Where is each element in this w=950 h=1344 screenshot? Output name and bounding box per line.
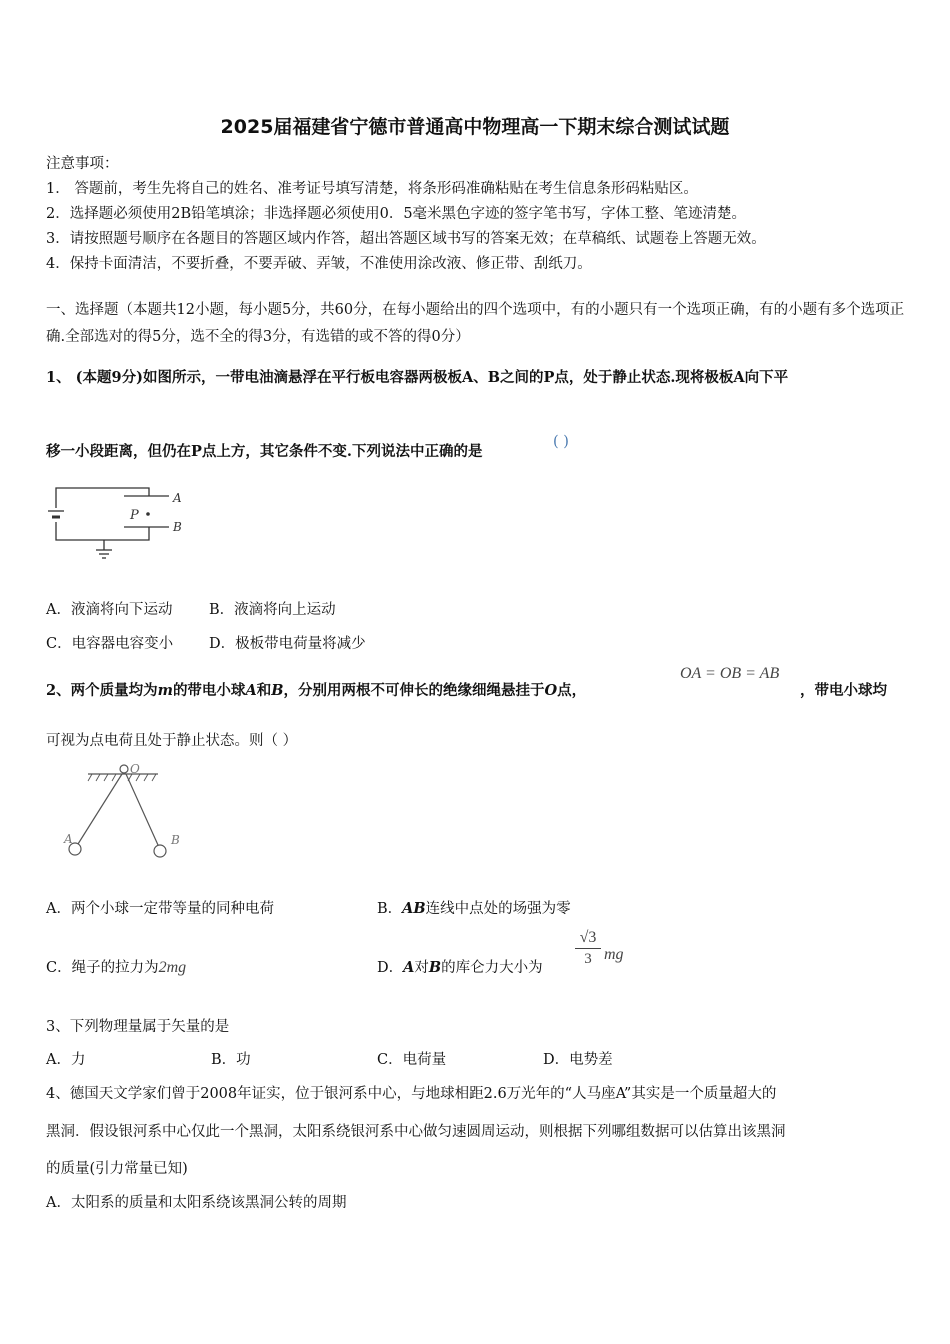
q2-option-d-fraction <box>575 928 601 969</box>
q3-option-d: D．电势差 <box>543 1052 613 1068</box>
q2-option-d: D．A对B的库仑力大小为 <box>377 959 543 976</box>
q2-option-d-mg: mg <box>604 946 624 963</box>
notice-heading: 注意事项： <box>46 156 119 172</box>
notice-item: 3．请按照题号顺序在各题目的答题区域内作答，超出答题区域书写的答案无效；在草稿纸、试题卷上答题无效。 <box>46 231 766 247</box>
page-title: 2025届福建省宁德市普通高中物理高一下期末综合测试试题 <box>220 116 730 138</box>
q1-option-a: A．液滴将向下运动 <box>46 602 173 618</box>
notice-item: 1． 答题前，考生先将自己的姓名、准考证号填写清楚，将条形码准确粘贴在考生信息条形码粘贴区。 <box>46 181 698 197</box>
q1-option-d: D．极板带电荷量将减少 <box>209 636 366 652</box>
pivot-o <box>120 765 128 773</box>
q1-stem-line1: 1、 (本题9分)如图所示，一带电油滴悬浮在平行板电容器两极板A、B之间的P点，处于静止状态.现将极板A向下平 <box>46 369 789 386</box>
pendulum-diagram <box>56 760 196 865</box>
label-b: B <box>173 520 182 534</box>
fraction-numerator: √3 <box>575 928 601 949</box>
ball-b <box>154 845 166 857</box>
q4-stem-line2: 黑洞．假设银河系中心仅此一个黑洞，太阳系绕银河系中心做匀速圆周运动，则根据下列哪组数据可以估算出该黑洞 <box>46 1124 786 1140</box>
notice-item: 2．选择题必须使用2B铅笔填涂；非选择题必须使用0．5毫米黑色字迹的签字笔书写，字体工整、笔迹清楚。 <box>46 206 747 222</box>
label-b: B <box>171 833 180 847</box>
circuit-wire-bottom <box>56 522 149 540</box>
string-oa <box>78 774 122 844</box>
q2-formula: OA = OB = AB <box>680 665 780 682</box>
label-p: P <box>130 508 139 523</box>
q3-option-b: B．功 <box>211 1052 251 1068</box>
q3-option-c: C．电荷量 <box>377 1052 447 1068</box>
q2-option-b: B．AB连线中点处的场强为零 <box>377 900 571 917</box>
q2-stem-line1: 2、两个质量均为m的带电小球A和B，分别用两根不可伸长的绝缘细绳悬挂于O点， <box>46 682 587 699</box>
label-o: O <box>130 762 140 776</box>
q1-answer-paren: ( ) <box>553 434 569 450</box>
q3-option-a: A．力 <box>46 1052 86 1068</box>
q1-option-c: C．电容器电容变小 <box>46 636 174 652</box>
capacitor-diagram <box>44 482 194 572</box>
q1-option-b: B．液滴将向上运动 <box>209 602 336 618</box>
notice-item: 4．保持卡面清洁，不要折叠，不要弄破、弄皱，不准使用涂改液、修正带、刮纸刀。 <box>46 256 592 272</box>
fraction-denominator: 3 <box>584 951 592 967</box>
q4-option-a: A．太阳系的质量和太阳系绕该黑洞公转的周期 <box>46 1195 347 1211</box>
q2-stem-line2: 可视为点电荷且处于静止状态。则（ ） <box>46 733 298 749</box>
label-a: A <box>173 491 182 505</box>
string-ob <box>126 774 158 845</box>
q4-stem-line3: 的质量(引力常量已知) <box>46 1161 188 1177</box>
q2-option-c: C．绳子的拉力为2mg <box>46 959 187 976</box>
q4-stem-line1: 4、德国天文学家们曾于2008年证实，位于银河系中心，与地球相距2.6万光年的“人马座A”其实是一个质量超大的 <box>46 1086 777 1102</box>
q2-option-a: A．两个小球一定带等量的同种电荷 <box>46 901 274 917</box>
circuit-wire-top <box>56 488 149 508</box>
oil-drop-point <box>146 512 150 516</box>
q1-stem-line2: 移一小段距离，但仍在P点上方，其它条件不变.下列说法中正确的是 <box>46 443 483 460</box>
q2-stem-tail: ，带电小球均 <box>800 682 887 699</box>
label-a: A <box>64 832 73 846</box>
q3-stem: 3、下列物理量属于矢量的是 <box>46 1019 230 1035</box>
section-heading: 一、选择题（本题共12小题，每小题5分，共60分，在每小题给出的四个选项中，有的小题只有一个选项正确，有的小题有多个选项正确.全部选对的得5分，选不全的得3分，有选错的或不答的得0分） <box>46 302 905 345</box>
